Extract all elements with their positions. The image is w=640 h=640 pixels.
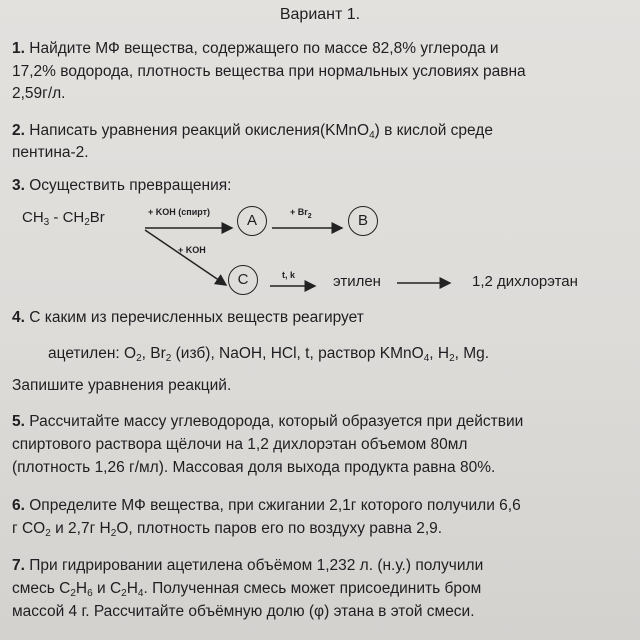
question-4-line-1 <box>12 309 364 327</box>
question-4-instruction: Запишите уравнения реакций. <box>12 377 232 394</box>
condition-koh-alcohol: + KOH (спирт) <box>148 207 211 217</box>
question-1-text: Найдите МФ вещества, содержащего по массе 82,8% углерода и <box>29 40 499 57</box>
question-2-text-a: Написать уравнения реакций окисления(KMnO <box>29 122 370 139</box>
question-1-number: 1. <box>12 40 25 57</box>
question-7-line-2: смесь $C_2H_6$ и $C_2H_4$. Полученная смесь может присоединить бром <box>12 580 482 599</box>
arrow-to-c <box>145 230 226 285</box>
question-7-number: 7. <box>12 557 25 574</box>
question-6-line-1 <box>12 497 521 515</box>
condition-br2: + $Br_2$ <box>290 207 312 220</box>
question-5-text: Рассчитайте массу углеводорода, который образуется при действии <box>29 413 524 430</box>
question-4-number: 4. <box>12 309 25 326</box>
question-2-sub: 4 <box>369 130 375 141</box>
question-6-line-2: г $CO_2$ и 2,7г $H_2O$, плотность паров его по воздуху равна 2,9. <box>12 520 443 539</box>
variant-title: Вариант 1. <box>279 6 361 23</box>
question-1-line-3: 2,59г/л. <box>12 85 66 102</box>
transformation-scheme <box>0 195 640 300</box>
question-1-line-2: 17,2% водорода, плотность вещества при нормальных условиях равна <box>12 63 526 80</box>
scheme-start-compound: $CH_3 - CH_2Br$ <box>22 209 105 228</box>
scheme-ethylene: этилен <box>333 273 381 290</box>
condition-koh: + KOH <box>178 245 206 255</box>
question-2-line-1 <box>12 122 493 141</box>
question-2-line-2: пентина-2. <box>12 144 89 161</box>
question-7-line-1 <box>12 557 483 575</box>
question-6-text: Определите МФ вещества, при сжигании 2,1г которого получили 6,6 <box>29 497 521 514</box>
question-5-line-1 <box>12 413 523 431</box>
question-2-text-b: ) в кислой среде <box>374 122 493 139</box>
question-4-reagents: ацетилен: $O_2$, $Br_2$ (изб), NaOH, HCl, t, раствор KMnO$_4$, $H_2$, Mg. <box>48 345 490 364</box>
question-7-text: При гидрировании ацетилена объёмом 1,232 л. (н.у.) получили <box>29 557 484 574</box>
question-6-number: 6. <box>12 497 25 514</box>
question-2-number: 2. <box>12 122 25 139</box>
question-5-number: 5. <box>12 413 25 430</box>
node-a: A <box>237 206 267 236</box>
question-3-number: 3. <box>12 177 25 194</box>
condition-t-k: t, k <box>282 270 296 280</box>
question-3-line-1 <box>12 177 231 195</box>
question-3-text: Осуществить превращения: <box>29 177 232 194</box>
node-c: C <box>228 265 258 295</box>
question-4-text: С каким из перечисленных веществ реагирует <box>29 309 364 326</box>
question-1-line-1 <box>12 40 499 58</box>
node-b: B <box>348 206 378 236</box>
question-5-line-2: спиртового раствора щёлочи на 1,2 дихлорэтан объемом 80мл <box>12 436 468 453</box>
scheme-product: 1,2 дихлорэтан <box>472 273 578 290</box>
question-5-line-3: (плотность 1,26 г/мл). Массовая доля выхода продукта равна 80%. <box>12 459 496 476</box>
question-7-line-3: массой 4 г. Рассчитайте объёмную долю (φ) этана в этой смеси. <box>12 603 475 620</box>
